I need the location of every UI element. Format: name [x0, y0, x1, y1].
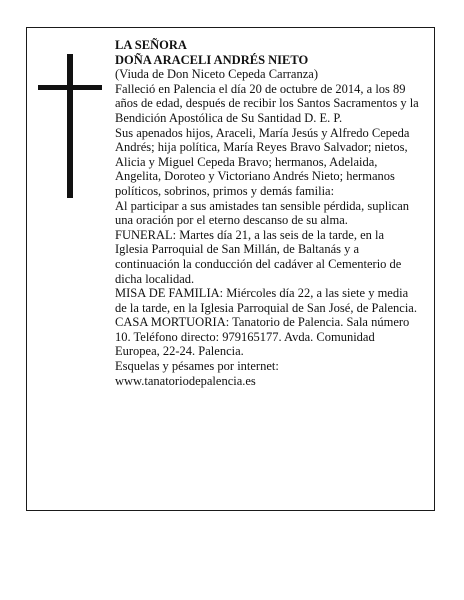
mass-paragraph: MISA DE FAMILIA: Miércoles día 22, a las siete y media de la tarde, en la Iglesia Parroquial de San José, de Palencia. [115, 286, 417, 315]
widow-line: (Viuda de Don Niceto Cepeda Carranza) [115, 67, 318, 82]
internet-label: Esquelas y pésames por internet: [115, 359, 279, 374]
mortuary-paragraph: CASA MORTUORIA: Tanatorio de Palencia. Sala número 10. Teléfono directo: 979165177. Avda. Comunidad Europea, 22-24. Palencia. [115, 315, 410, 359]
cross-icon [38, 54, 102, 198]
request-paragraph: Al participar a sus amistades tan sensible pérdida, suplican una oración por el eterno descanso de su alma. [115, 198, 410, 228]
funeral-paragraph: FUNERAL: Martes día 21, a las seis de la tarde, en la Iglesia Parroquial de San Millán, de Baltanás y a continuación la conducción del cadáver al Cementerio de dicha localidad. [115, 227, 402, 286]
title-line-1: LA SEÑORA [115, 38, 187, 52]
family-paragraph: Sus apenados hijos, Araceli, María Jesús y Alfredo Cepeda Andrés; hija política, María Reyes Bravo Salvador; nietos, Alicia y Miguel Cepeda Bravo; hermanos, Adelaida, Angelita, Doroteo y Victoriano Andrés Nieto; hermanos políticos, sobrinos, primos y demás familia: [115, 125, 410, 198]
death-paragraph: Falleció en Palencia el día 20 de octubre de 2014, a los 89 años de edad, después de recibir los Santos Sacramentos y la Bendición Apostólica de Su Santidad D. E. P. [115, 81, 419, 125]
deceased-name: DOÑA ARACELI ANDRÉS NIETO [115, 52, 309, 67]
obituary-text [115, 38, 420, 388]
website-link[interactable]: www.tanatoriodepalencia.es [115, 373, 256, 388]
